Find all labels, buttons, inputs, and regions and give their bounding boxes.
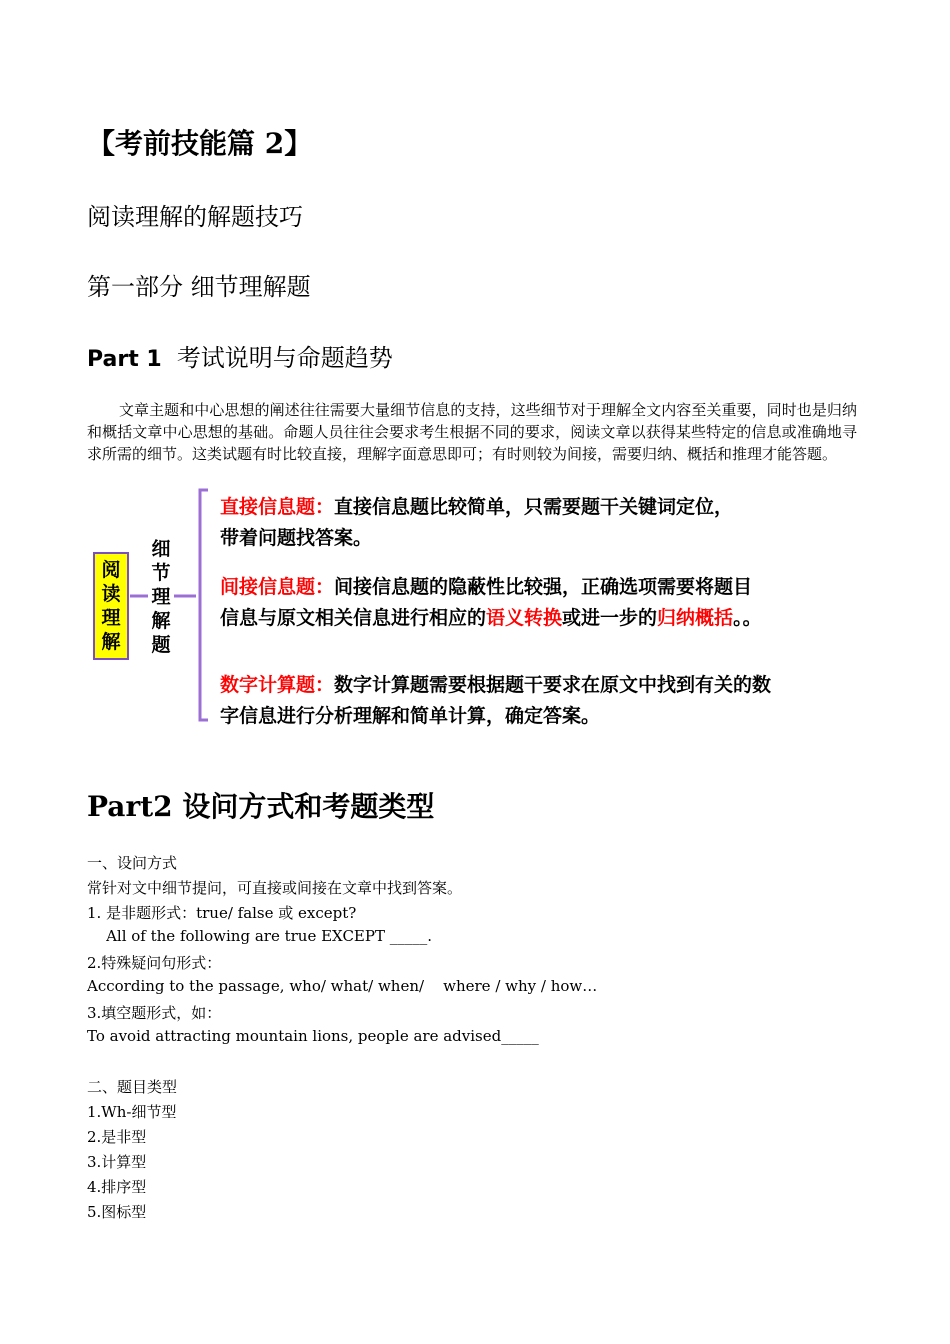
page-subtitle: 阅读理解的解题技巧 [87,203,303,231]
root-char: 读 [101,583,121,605]
s2-title: 二、题目类型 [87,1078,178,1096]
list-item: According to the passage, who/ what/ when/ where / why / how… [87,977,598,995]
list-item: 2.特殊疑问句形式： [87,954,222,972]
item-numeric [220,670,780,732]
list-item: 5.图标型 [87,1203,147,1221]
item-direct [220,492,750,554]
branch-char: 题 [151,634,171,656]
root-node [93,552,129,660]
s1-title: 一、设问方式 [87,854,178,872]
list-item: 2.是非型 [87,1128,147,1146]
item-desc: 数字计算题需要根据题干要求在原文中找到有关的数字信息进行分析理解和简单计算，确定答案。 [220,674,772,727]
item-desc: 。。 [733,607,762,629]
part1-paragraph: 文章主题和中心思想的阐述往往需要大量细节信息的支持，这些细节对于理解全文内容至关重要，同时也是归纳和概括文章中心思想的基础。命题人员往往会要求考生根据不同的要求，阅读文章以获得某些特定的信息或准确地寻求所需的细节。这类试题有时比较直接，理解字面意思即可；有时则较为间接，需要归纳、概括和推理才能答题。 [87,401,857,463]
root-char: 阅 [101,559,121,581]
branch-node [148,532,174,662]
page-title: 【考前技能篇 2】 [87,127,313,160]
branch-char: 理 [151,586,171,608]
part1-heading [87,338,393,373]
item-desc: 或进一步的 [562,607,658,629]
list-item: 3.计算型 [87,1153,147,1171]
item-term: 数字计算题： [220,674,335,696]
list-item: 4.排序型 [87,1178,147,1196]
highlight-summary: 归纳概括 [657,607,734,629]
part2-heading: Part2 设问方式和考题类型 [87,790,435,823]
section-heading: 第一部分 细节理解题 [87,273,311,301]
s1-intro: 常针对文中细节提问，可直接或间接在文章中找到答案。 [87,879,463,897]
root-char: 解 [101,631,121,653]
item-term: 间接信息题： [220,576,335,598]
list-item: All of the following are true EXCEPT _____. [87,927,433,945]
list-item: 1.Wh-细节型 [87,1103,177,1121]
bracket [200,490,208,720]
item-term: 直接信息题： [220,496,335,518]
item-desc: 直接信息题比较简单，只需要题干关键词定位，带着问题找答案。 [220,496,734,549]
list-item: 3.填空题形式，如： [87,1004,222,1022]
part1-label: Part 1 [87,347,162,372]
highlight-semantic: 语义转换 [486,607,563,629]
branch-char: 节 [151,562,171,584]
branch-char: 细 [151,538,171,560]
item-indirect [220,572,768,634]
list-item: To avoid attracting mountain lions, people are advised_____ [87,1027,539,1045]
part1-title: 考试说明与命题趋势 [176,344,393,372]
list-item: 1. 是非题形式：true/ false 或 except? [87,904,357,922]
root-char: 理 [101,607,121,629]
branch-char: 解 [151,610,171,632]
item-desc: 间接信息题的隐蔽性比较强，正确选项需要将题目信息与原文相关信息进行相应的 [220,576,753,629]
